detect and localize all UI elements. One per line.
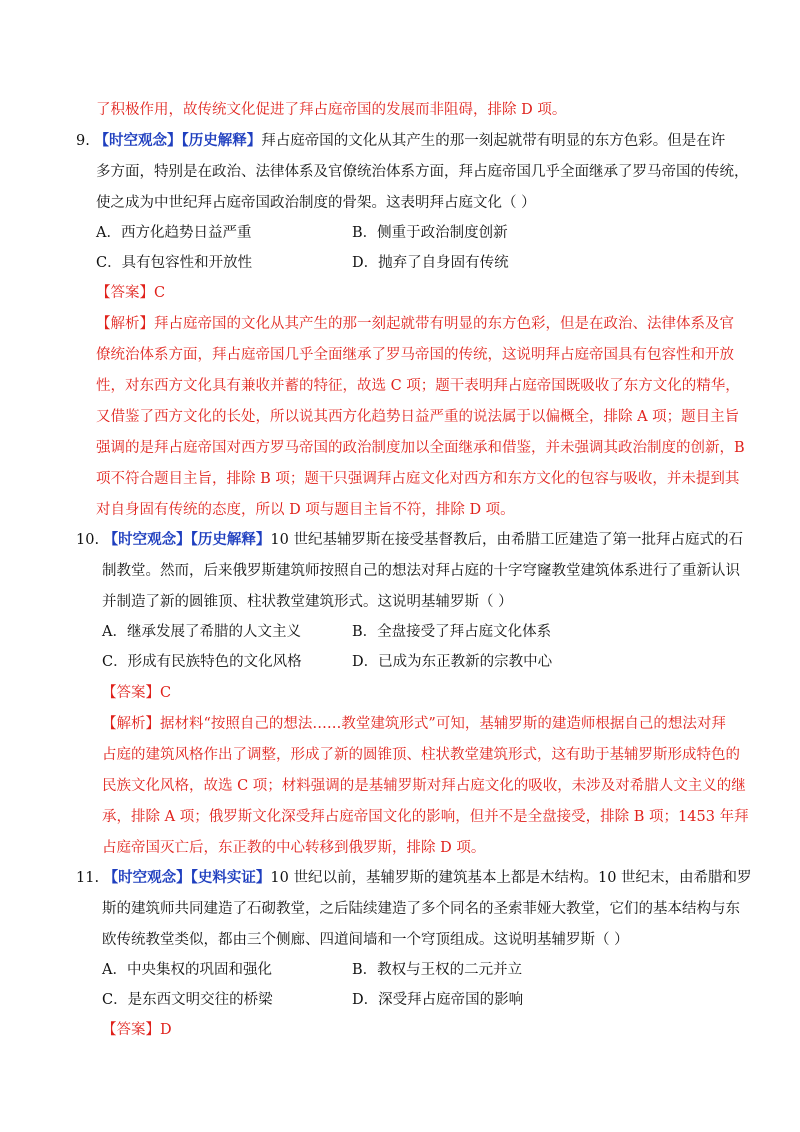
question-stem-line: 10 世纪以前，基辅罗斯的建筑基本上都是木结构。10 世纪末，由希腊和罗	[270, 870, 752, 886]
option-b: B．侧重于政治制度创新	[352, 225, 508, 241]
answer-label: 【答案】	[102, 1022, 160, 1038]
question-number: 11.	[76, 870, 100, 886]
tag-time-space: 【时空观念】	[94, 132, 182, 149]
tag-history-explanation: 【历史解释】	[181, 132, 262, 149]
analysis-line: 民族文化风格，故选 C 项；材料强调的是基辅罗斯对拜占庭文化的吸收，未涉及对希腊人文主义的继	[102, 778, 746, 794]
question-stem-line: 10 世纪基辅罗斯在接受基督教后，由希腊工匠建造了第一批拜占庭式的石	[270, 532, 743, 548]
answer-line	[96, 283, 165, 303]
answer-line	[102, 683, 171, 703]
question-number: 9.	[76, 133, 90, 149]
option-b: B．教权与王权的二元并立	[352, 962, 523, 978]
option-a: A．继承发展了希腊的人文主义	[102, 624, 301, 640]
answer-value: C	[160, 685, 172, 701]
tag-time-space: 【时空观念】	[103, 531, 191, 548]
analysis-line: 强调的是拜占庭帝国对西方罗马帝国的政治制度加以全面继承和借鉴，并未强调其政治制度的创新，B	[96, 440, 745, 456]
analysis-line: 承，排除 A 项；俄罗斯文化深受拜占庭帝国文化的影响，但并不是全盘接受，排除 B 项；1453 年拜	[102, 809, 749, 825]
analysis-label: 【解析】	[96, 316, 154, 332]
question-stem-line: 拜占庭帝国的文化从其产生的那一刻起就带有明显的东方色彩。但是在许	[261, 133, 726, 149]
tag-source-evidence: 【史料实证】	[190, 869, 271, 886]
question-11-first-line	[76, 868, 752, 888]
option-d: D．深受拜占庭帝国的影响	[352, 992, 524, 1008]
question-stem-line: 斯的建筑师共同建造了石砌教堂，之后陆续建造了多个同名的圣索菲娅大教堂，它们的基本结构与东	[102, 901, 740, 917]
answer-value: D	[160, 1022, 172, 1038]
analysis-line: 僚统治体系方面，拜占庭帝国几乎全面继承了罗马帝国的传统，这说明拜占庭帝国具有包容性和开放	[96, 347, 734, 363]
analysis-line: 占庭帝国灭亡后，东正教的中心转移到俄罗斯，排除 D 项。	[102, 840, 486, 856]
analysis-label: 【解析】	[102, 716, 160, 732]
option-a: A．中央集权的巩固和强化	[102, 962, 272, 978]
option-d: D．抛弃了自身固有传统	[352, 255, 509, 271]
tag-history-explanation: 【历史解释】	[190, 531, 271, 548]
answer-value: C	[154, 285, 166, 301]
option-a: A．西方化趋势日益严重	[96, 225, 252, 241]
analysis-line: 占庭的建筑风格作出了调整，形成了新的圆锥顶、柱状教堂建筑形式，这有助于基辅罗斯形成特色的	[102, 747, 740, 763]
analysis-line: 【解析】拜占庭帝国的文化从其产生的那一刻起就带有明显的东方色彩，但是在政治、法律体系及官	[96, 316, 734, 332]
option-c: C．是东西文明交往的桥梁	[102, 992, 273, 1008]
analysis-continuation: 了积极作用，故传统文化促进了拜占庭帝国的发展而非阻碍，排除 D 项。	[96, 102, 567, 118]
analysis-line: 对自身固有传统的态度，所以 D 项与题目主旨不符，排除 D 项。	[96, 502, 515, 518]
answer-line	[102, 1020, 172, 1040]
analysis-line: 性，对东西方文化具有兼收并蓄的特征，故选 C 项；题干表明拜占庭帝国既吸收了东方文化的精华，	[96, 378, 740, 394]
question-stem-line: 多方面，特别是在政治、法律体系及官僚统治体系方面，拜占庭帝国几乎全面继承了罗马帝国的传统，	[96, 164, 749, 180]
question-stem-line: 欧传统教堂类似，都由三个侧廊、四道间墙和一个穹顶组成。这说明基辅罗斯（ ）	[102, 932, 629, 948]
question-stem-line: 使之成为中世纪拜占庭帝国政治制度的骨架。这表明拜占庭文化（ ）	[96, 195, 536, 211]
tag-time-space: 【时空观念】	[103, 869, 191, 886]
option-c: C．具有包容性和开放性	[96, 255, 253, 271]
option-b: B．全盘接受了拜占庭文化体系	[352, 624, 552, 640]
option-d: D．已成为东正教新的宗教中心	[352, 654, 553, 670]
question-10-first-line	[76, 530, 743, 550]
answer-label: 【答案】	[102, 685, 160, 701]
answer-label: 【答案】	[96, 285, 154, 301]
question-number: 10.	[76, 532, 100, 548]
option-c: C．形成有民族特色的文化风格	[102, 654, 302, 670]
analysis-line: 又借鉴了西方文化的长处，所以说其西方化趋势日益严重的说法属于以偏概全，排除 A 项；题目主旨	[96, 409, 740, 425]
analysis-line: 项不符合题目主旨，排除 B 项；题干只强调拜占庭文化对西方和东方文化的包容与吸收，并未提到其	[96, 471, 740, 487]
analysis-line: 【解析】据材料“按照自己的想法……教堂建筑形式”可知，基辅罗斯的建造师根据自己的想法对拜	[102, 716, 726, 732]
question-stem-line: 制教堂。然而，后来俄罗斯建筑师按照自己的想法对拜占庭的十字穹窿教堂建筑体系进行了重新认识	[102, 563, 740, 579]
question-stem-line: 并制造了新的圆锥顶、柱状教堂建筑形式。这说明基辅罗斯（ ）	[102, 594, 513, 610]
question-9-first-line	[76, 131, 725, 151]
